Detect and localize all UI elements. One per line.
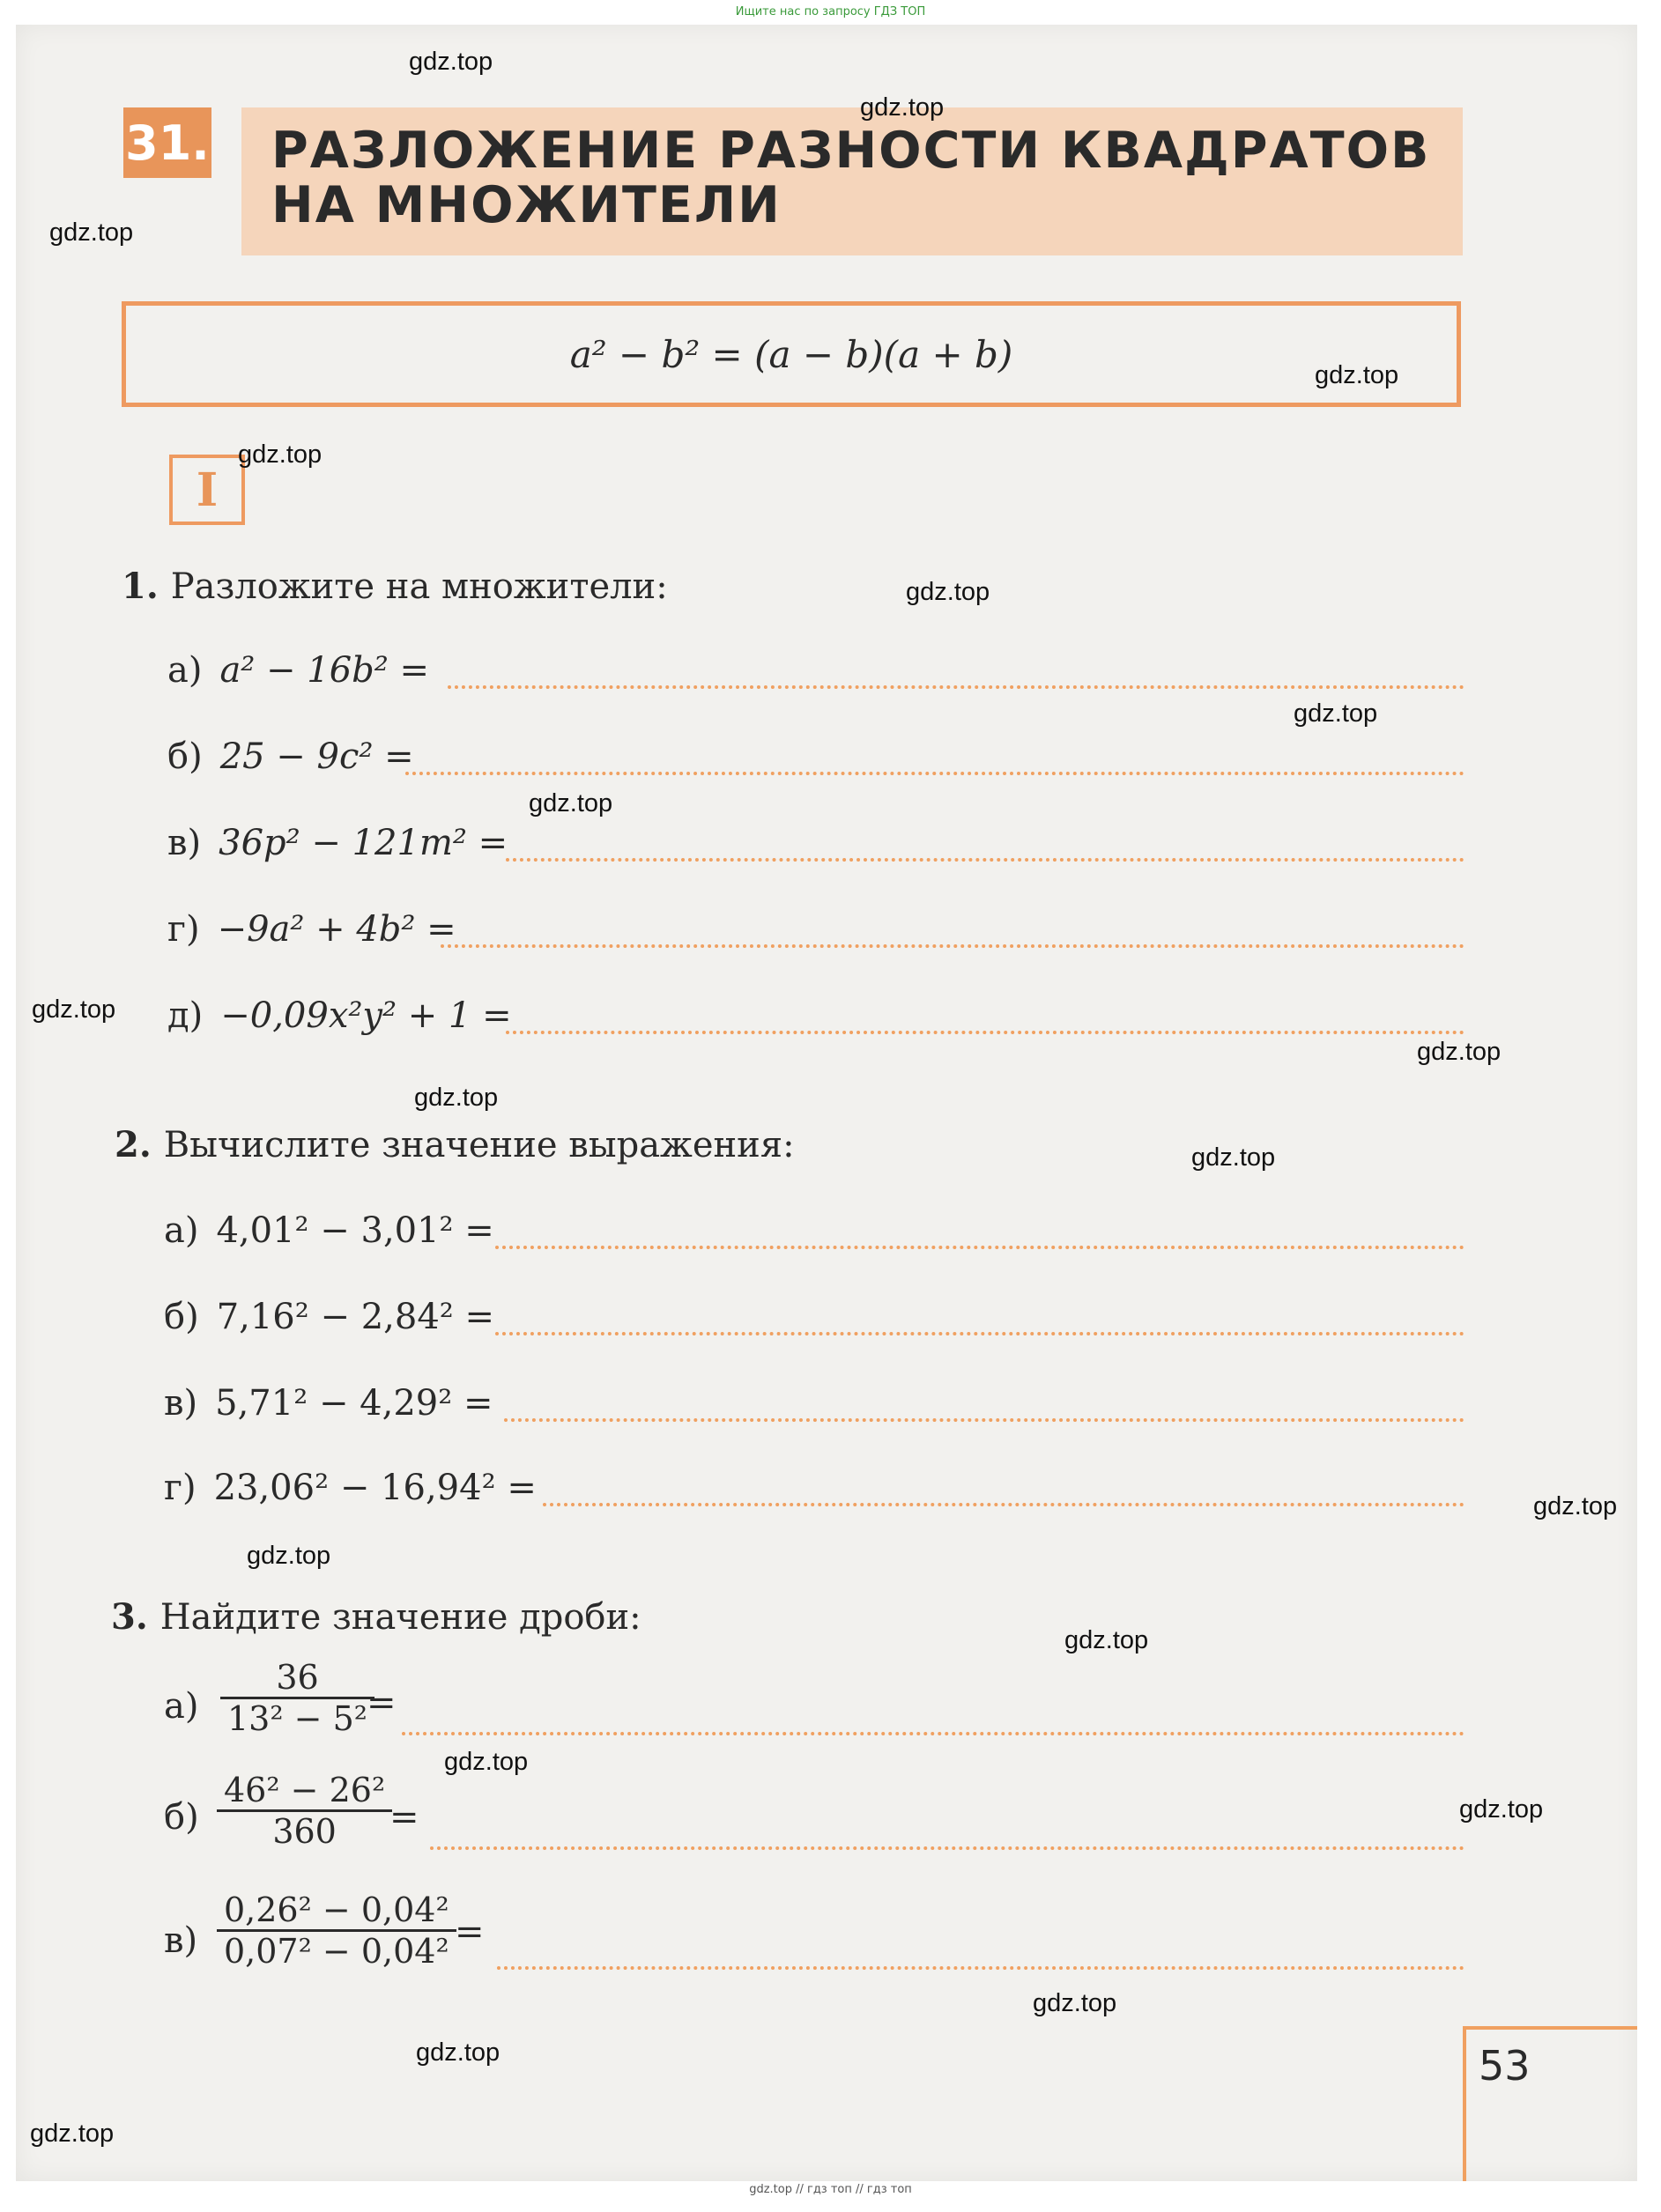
- answer-line[interactable]: [405, 772, 1464, 775]
- task-2-item-c: [164, 1383, 493, 1424]
- task-1-item-b: [167, 736, 414, 777]
- answer-line[interactable]: [543, 1503, 1464, 1506]
- section-title: [271, 123, 1430, 233]
- task-2-item-b: [164, 1297, 494, 1337]
- answer-line[interactable]: [506, 858, 1464, 862]
- task-2-number: 2.: [115, 1124, 152, 1165]
- item-label: в): [167, 823, 202, 863]
- task-2-text: Вычислите значение выражения:: [163, 1125, 795, 1165]
- formula: a² − b² = (a − b)(a + b): [569, 332, 1013, 376]
- watermark: gdz.top: [32, 995, 116, 1024]
- watermark: gdz.top: [529, 789, 613, 817]
- answer-line[interactable]: [402, 1732, 1464, 1735]
- item-label: г): [164, 1468, 197, 1508]
- fraction-c: [217, 1890, 456, 1971]
- task-1-heading: [122, 566, 668, 607]
- header-note: Ищите нас по запросу ГДЗ ТОП: [735, 5, 926, 18]
- item-label: г): [167, 909, 200, 950]
- answer-line[interactable]: [495, 1246, 1464, 1249]
- equals-sign: =: [389, 1797, 419, 1838]
- answer-line[interactable]: [495, 1332, 1464, 1335]
- level-badge: I: [169, 455, 245, 525]
- formula-box: [122, 301, 1461, 407]
- watermark: gdz.top: [414, 1084, 499, 1112]
- watermark: gdz.top: [1033, 1989, 1117, 2017]
- item-expression: 5,71² − 4,29² =: [215, 1383, 493, 1424]
- title-line-1: РАЗЛОЖЕНИЕ РАЗНОСТИ КВАДРАТОВ: [271, 122, 1431, 180]
- item-label: а): [164, 1210, 199, 1251]
- fraction-b: [217, 1771, 392, 1851]
- denominator: 0,07² − 0,04²: [217, 1929, 456, 1971]
- footer-note: gdz.top // гдз топ // гдз топ: [749, 2183, 912, 2196]
- watermark: gdz.top: [1533, 1492, 1618, 1520]
- item-expression: a² − 16b² =: [219, 650, 430, 691]
- denominator: 360: [217, 1809, 392, 1851]
- watermark: gdz.top: [238, 440, 323, 469]
- section-number: 31.: [123, 107, 211, 178]
- task-1-item-d: [167, 909, 456, 950]
- watermark: gdz.top: [1417, 1038, 1502, 1066]
- task-3-item-b-label: б): [164, 1797, 199, 1838]
- answer-line[interactable]: [430, 1846, 1464, 1850]
- watermark: gdz.top: [1191, 1143, 1276, 1172]
- item-expression: −0,09x²y² + 1 =: [220, 995, 512, 1036]
- task-2-heading: [115, 1124, 795, 1165]
- task-1-item-a: [167, 650, 429, 691]
- item-label: б): [164, 1297, 199, 1337]
- equals-sign: =: [455, 1912, 485, 1952]
- task-3-text: Найдите значение дроби:: [159, 1597, 641, 1638]
- item-label: в): [164, 1383, 198, 1424]
- title-line-2: НА МНОЖИТЕЛИ: [271, 176, 782, 234]
- task-2-item-d: [164, 1468, 537, 1508]
- item-expression: 36p² − 121m² =: [219, 823, 508, 863]
- item-label: д): [167, 995, 204, 1036]
- watermark: gdz.top: [49, 218, 134, 247]
- task-3-item-c-label: в): [164, 1920, 198, 1961]
- denominator: 13² − 5²: [220, 1697, 374, 1738]
- task-1-item-c: [167, 823, 508, 863]
- watermark: gdz.top: [860, 93, 945, 122]
- item-expression: 25 − 9c² =: [219, 736, 414, 777]
- watermark: gdz.top: [906, 578, 990, 606]
- watermark: gdz.top: [444, 1748, 529, 1776]
- watermark: gdz.top: [1064, 1626, 1149, 1654]
- numerator: 36: [276, 1658, 319, 1697]
- watermark: gdz.top: [1315, 361, 1399, 389]
- watermark: gdz.top: [1294, 699, 1378, 728]
- watermark: gdz.top: [247, 1542, 331, 1570]
- task-3-number: 3.: [111, 1596, 148, 1638]
- watermark: gdz.top: [409, 48, 493, 76]
- item-expression: −9a² + 4b² =: [217, 909, 456, 950]
- numerator: 46² − 26²: [224, 1771, 386, 1809]
- item-label: б): [167, 736, 203, 777]
- task-1-item-e: [167, 995, 512, 1036]
- answer-line[interactable]: [506, 1031, 1464, 1034]
- task-3-item-a-label: а): [164, 1686, 199, 1727]
- answer-line[interactable]: [441, 944, 1464, 948]
- item-expression: 4,01² − 3,01² =: [216, 1210, 494, 1251]
- item-expression: 7,16² − 2,84² =: [216, 1297, 495, 1337]
- task-3-heading: [111, 1596, 641, 1638]
- item-label: а): [167, 650, 203, 691]
- numerator: 0,26² − 0,04²: [224, 1890, 449, 1929]
- item-expression: 23,06² − 16,94² =: [213, 1468, 537, 1508]
- fraction-a: [220, 1658, 374, 1738]
- page-number: 53: [1479, 2042, 1531, 2090]
- task-1-text: Разложите на множители:: [170, 566, 668, 607]
- answer-line[interactable]: [448, 685, 1464, 689]
- watermark: gdz.top: [416, 2038, 501, 2067]
- equals-sign: =: [367, 1683, 397, 1723]
- answer-line[interactable]: [504, 1418, 1464, 1422]
- answer-line[interactable]: [497, 1966, 1464, 1970]
- watermark: gdz.top: [1459, 1795, 1544, 1824]
- task-2-item-a: [164, 1210, 494, 1251]
- watermark: gdz.top: [30, 2120, 115, 2148]
- task-1-number: 1.: [122, 566, 159, 607]
